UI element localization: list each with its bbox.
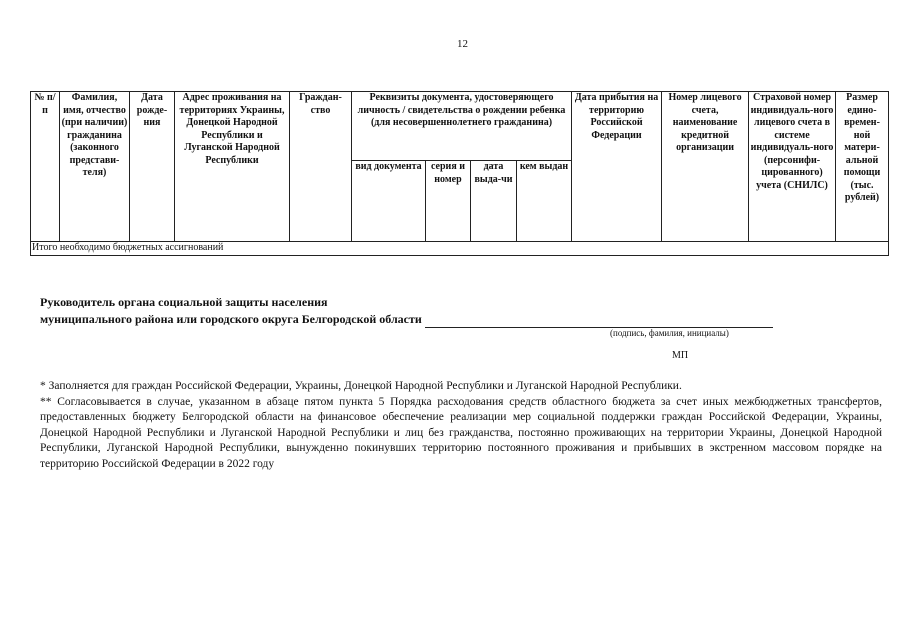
header-amount: Размер едино-времен-ной матери-альной помощи (тыс. рублей)	[836, 92, 889, 242]
header-doc-issuer: кем выдан	[517, 161, 572, 242]
signature-title-line2: муниципального района или городского округа Белгородской области	[40, 312, 422, 326]
header-document-group: Реквизиты документа, удостоверяющего личность / свидетельства о рождении ребенка (для несовершеннолетнего гражданина)	[352, 92, 572, 161]
header-num: № п/п	[31, 92, 60, 242]
page-number: 12	[457, 38, 468, 50]
footnote-2: ** Согласовывается в случае, указанном в абзаце пятом пункта 5 Порядка расходования средств областного бюджета за счет иных межбюджетных трансфертов, предоставленных бюджету Белгородской области на финансовое обеспечение реализации мер социальной поддержки граждан Российской Федерации, Украины, Донецкой Народной Республики и Луганской Народной Республики и лиц без гражданства, постоянно проживающих на территории Украины, Донецкой Народной Республики, Луганской Народной Республики, вынужденно покинувших территорию постоянного проживания и прибывших в экстренном массовом порядке на территорию Российской Федерации в 2022 году	[40, 395, 882, 470]
signature-hint: (подпись, фамилия, инициалы)	[610, 328, 729, 338]
header-birth: Дата рожде-ния	[130, 92, 175, 242]
stamp-label: МП	[672, 350, 689, 361]
header-doc-date: дата выда-чи	[471, 161, 517, 242]
signature-line	[425, 314, 773, 328]
signature-title-line1: Руководитель органа социальной защиты населения	[40, 295, 328, 309]
header-citizenship: Граждан-ство	[290, 92, 352, 242]
applicants-table	[30, 91, 889, 256]
header-snils: Страховой номер индивидуаль-ного лицевого счета в системе индивидуаль-ного (персонифи-цированного) учета (СНИЛС)	[749, 92, 836, 242]
header-account: Номер лицевого счета, наименование кредитной организации	[662, 92, 749, 242]
header-doc-type: вид документа	[352, 161, 426, 242]
header-address: Адрес проживания на территориях Украины, Донецкой Народной Республики и Луганской Народной Республики	[175, 92, 290, 242]
footnotes	[40, 379, 882, 472]
total-row: Итого необходимо бюджетных ассигнований	[31, 242, 889, 256]
header-name: Фамилия, имя, отчество (при наличии) гражданина (законного представи-теля)	[60, 92, 130, 242]
signature-block	[40, 294, 773, 328]
footnote-1: * Заполняется для граждан Российской Федерации, Украины, Донецкой Народной Республики и Луганской Народной Республики.	[40, 380, 682, 392]
header-doc-series: серия и номер	[426, 161, 471, 242]
header-arrival: Дата прибытия на территорию Российской Федерации	[572, 92, 662, 242]
